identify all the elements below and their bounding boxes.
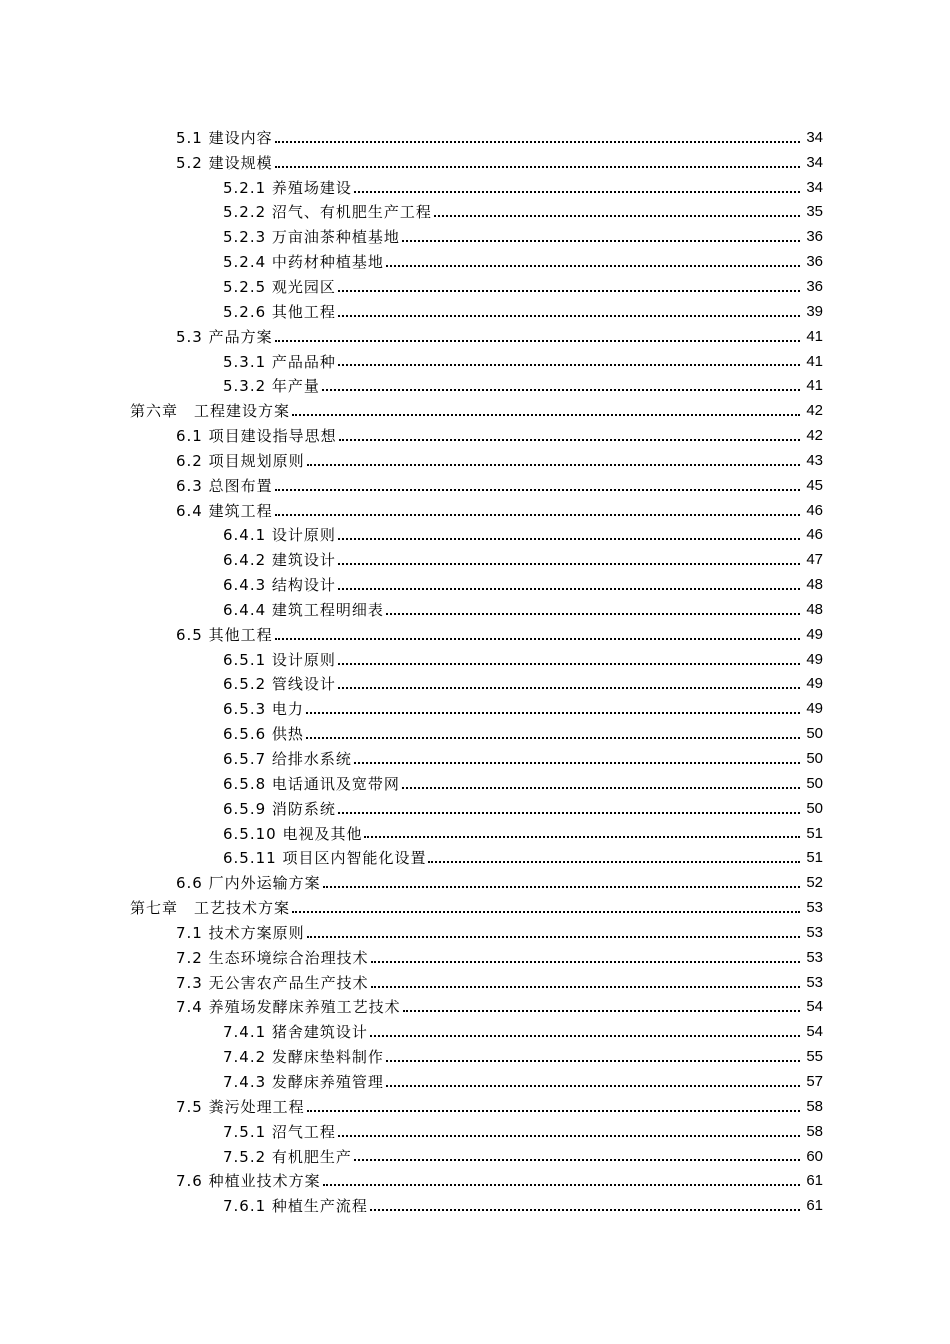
toc-entry[interactable]	[0, 224, 950, 249]
dot-leader	[338, 289, 800, 292]
toc-entry[interactable]	[0, 1044, 950, 1069]
dot-leader	[292, 910, 800, 913]
toc-entry[interactable]	[0, 1144, 950, 1169]
toc-entry[interactable]	[0, 746, 950, 771]
toc-entry[interactable]	[0, 274, 950, 299]
dot-leader	[338, 537, 800, 540]
dot-leader	[307, 935, 800, 938]
toc-entry[interactable]	[0, 1168, 950, 1193]
toc-entry[interactable]	[0, 523, 950, 548]
toc-page-number: 36	[806, 277, 823, 295]
toc-page-number: 50	[806, 725, 823, 743]
dot-leader	[386, 264, 800, 267]
toc-entry[interactable]	[0, 821, 950, 846]
dot-leader	[386, 1084, 800, 1087]
toc-entry[interactable]	[0, 423, 950, 448]
toc-entry[interactable]	[0, 249, 950, 274]
dot-leader	[370, 1208, 800, 1211]
dot-leader	[402, 239, 800, 242]
toc-entry-label: 5.3 产品方案	[176, 327, 273, 346]
toc-entry-label: 6.5 其他工程	[176, 625, 273, 644]
toc-entry[interactable]	[0, 150, 950, 175]
toc-page-number: 47	[806, 551, 823, 569]
toc-entry[interactable]	[0, 125, 950, 150]
toc-entry[interactable]	[0, 448, 950, 473]
toc-page-number: 54	[806, 1023, 823, 1041]
toc-entry-label: 5.3.1 产品品种	[223, 352, 336, 371]
toc-entry[interactable]	[0, 398, 950, 423]
toc-entry-label: 7.4.2 发酵床垫料制作	[223, 1048, 384, 1067]
toc-entry-label: 5.2.4 中药材种植基地	[223, 253, 384, 272]
dot-leader	[306, 736, 800, 739]
dot-leader	[275, 339, 800, 342]
dot-leader	[307, 463, 800, 466]
toc-entry-label: 6.5.10 电视及其他	[223, 824, 363, 843]
toc-entry-label: 7.4.3 发酵床养殖管理	[223, 1072, 384, 1091]
toc-page-number: 46	[806, 526, 823, 544]
toc-entry[interactable]	[0, 672, 950, 697]
toc-entry[interactable]	[0, 721, 950, 746]
dot-leader	[364, 835, 800, 838]
toc-entry-label: 7.2 生态环境综合治理技术	[176, 948, 369, 967]
toc-page-number: 53	[806, 948, 823, 966]
toc-page-number: 50	[806, 774, 823, 792]
toc-entry-label: 5.2.6 其他工程	[223, 302, 336, 321]
toc-entry[interactable]	[0, 870, 950, 895]
toc-entry[interactable]	[0, 771, 950, 796]
dot-leader	[402, 786, 800, 789]
toc-page-number: 36	[806, 253, 823, 271]
toc-entry-label: 7.5.1 沼气工程	[223, 1122, 336, 1141]
toc-entry-label: 6.1 项目建设指导思想	[176, 427, 337, 446]
toc-entry-label: 第七章 工艺技术方案	[130, 899, 291, 918]
toc-entry[interactable]	[0, 796, 950, 821]
toc-entry-label: 7.1 技术方案原则	[176, 923, 305, 942]
dot-leader	[403, 1009, 800, 1012]
toc-entry[interactable]	[0, 200, 950, 225]
toc-entry[interactable]	[0, 175, 950, 200]
toc-page-number: 35	[806, 203, 823, 221]
dot-leader	[354, 1158, 800, 1161]
toc-entry[interactable]	[0, 1019, 950, 1044]
dot-leader	[275, 513, 800, 516]
toc-entry[interactable]	[0, 845, 950, 870]
toc-entry-label: 7.4 养殖场发酵床养殖工艺技术	[176, 998, 401, 1017]
dot-leader	[275, 165, 800, 168]
toc-page-number: 48	[806, 576, 823, 594]
toc-entry-label: 7.5.2 有机肥生产	[223, 1147, 352, 1166]
toc-entry[interactable]	[0, 1193, 950, 1218]
dot-leader	[275, 140, 800, 143]
dot-leader	[338, 587, 800, 590]
toc-entry[interactable]	[0, 299, 950, 324]
toc-page-number: 61	[806, 1172, 823, 1190]
dot-leader	[322, 388, 800, 391]
dot-leader	[371, 960, 800, 963]
toc-entry[interactable]	[0, 920, 950, 945]
dot-leader	[338, 662, 800, 665]
toc-page-number: 53	[806, 973, 823, 991]
toc-entry-label: 6.5.6 供热	[223, 725, 304, 744]
toc-page-number: 58	[806, 1097, 823, 1115]
toc-entry-label: 5.2.5 观光园区	[223, 277, 336, 296]
toc-entry-label: 6.4 建筑工程	[176, 501, 273, 520]
dot-leader	[354, 190, 800, 193]
toc-page-number: 50	[806, 750, 823, 768]
toc-page-number: 49	[806, 700, 823, 718]
dot-leader	[306, 711, 800, 714]
toc-entry[interactable]	[0, 572, 950, 597]
toc-entry[interactable]	[0, 473, 950, 498]
toc-page-number: 48	[806, 600, 823, 618]
dot-leader	[434, 214, 800, 217]
toc-entry-label: 5.2.3 万亩油茶种植基地	[223, 228, 400, 247]
toc-page-number: 53	[806, 923, 823, 941]
toc-page-number: 49	[806, 625, 823, 643]
toc-entry-label: 5.2.1 养殖场建设	[223, 178, 352, 197]
toc-page-number: 41	[806, 377, 823, 395]
dot-leader	[338, 363, 800, 366]
toc-entry-label: 6.4.3 结构设计	[223, 576, 336, 595]
toc-entry-label: 6.5.8 电话通讯及宽带网	[223, 774, 400, 793]
toc-entry[interactable]	[0, 597, 950, 622]
toc-page-number: 42	[806, 427, 823, 445]
toc-entry-label: 7.6.1 种植生产流程	[223, 1197, 368, 1216]
dot-leader	[371, 985, 800, 988]
toc-page-number: 43	[806, 451, 823, 469]
dot-leader	[339, 438, 800, 441]
toc-page-number: 36	[806, 228, 823, 246]
toc-page-number: 45	[806, 476, 823, 494]
toc-entry[interactable]	[0, 995, 950, 1020]
toc-entry[interactable]	[0, 647, 950, 672]
toc-page-number: 41	[806, 352, 823, 370]
toc-entry-label: 6.4.4 建筑工程明细表	[223, 600, 384, 619]
toc-page-number: 42	[806, 402, 823, 420]
toc-entry-label: 5.3.2 年产量	[223, 377, 320, 396]
toc-page-number: 54	[806, 998, 823, 1016]
dot-leader	[323, 1183, 800, 1186]
toc-page-number: 50	[806, 799, 823, 817]
toc-entry[interactable]	[0, 498, 950, 523]
toc-entry-label: 6.3 总图布置	[176, 476, 273, 495]
toc-entry-label: 6.4.2 建筑设计	[223, 551, 336, 570]
toc-entry[interactable]	[0, 373, 950, 398]
dot-leader	[275, 637, 800, 640]
toc-entry[interactable]	[0, 945, 950, 970]
toc-page-number: 51	[806, 849, 823, 867]
toc-entry-label: 6.4.1 设计原则	[223, 526, 336, 545]
toc-entry[interactable]	[0, 970, 950, 995]
toc-page-number: 61	[806, 1197, 823, 1215]
toc-page-number: 55	[806, 1048, 823, 1066]
toc-entry[interactable]	[0, 349, 950, 374]
dot-leader	[428, 860, 800, 863]
toc-entry-label: 6.5.7 给排水系统	[223, 750, 352, 769]
toc-page-number: 34	[806, 128, 823, 146]
toc-entry-label: 5.1 建设内容	[176, 128, 273, 147]
dot-leader	[338, 811, 800, 814]
toc-entry-label: 5.2 建设规模	[176, 153, 273, 172]
toc-page-number: 58	[806, 1122, 823, 1140]
toc-page-number: 49	[806, 650, 823, 668]
dot-leader	[338, 686, 800, 689]
toc-entry[interactable]	[0, 696, 950, 721]
dot-leader	[370, 1034, 800, 1037]
toc-entry-label: 5.2.2 沼气、有机肥生产工程	[223, 203, 432, 222]
toc-entry[interactable]	[0, 1094, 950, 1119]
toc-page-number: 53	[806, 899, 823, 917]
dot-leader	[292, 413, 800, 416]
toc-page-number: 34	[806, 178, 823, 196]
toc-entry[interactable]	[0, 622, 950, 647]
toc-page-number: 41	[806, 327, 823, 345]
toc-entry-label: 6.5.1 设计原则	[223, 650, 336, 669]
table-of-contents	[0, 125, 950, 1218]
toc-entry-label: 6.5.11 项目区内智能化设置	[223, 849, 427, 868]
toc-page-number: 52	[806, 874, 823, 892]
dot-leader	[275, 488, 800, 491]
toc-entry-label: 7.6 种植业技术方案	[176, 1172, 321, 1191]
dot-leader	[307, 1109, 800, 1112]
toc-page-number: 46	[806, 501, 823, 519]
dot-leader	[338, 1134, 800, 1137]
dot-leader	[386, 612, 800, 615]
toc-entry[interactable]	[0, 324, 950, 349]
toc-entry[interactable]	[0, 547, 950, 572]
dot-leader	[323, 885, 800, 888]
dot-leader	[354, 761, 800, 764]
toc-page-number: 60	[806, 1147, 823, 1165]
toc-entry-label: 7.3 无公害农产品生产技术	[176, 973, 369, 992]
dot-leader	[338, 562, 800, 565]
toc-entry-label: 6.2 项目规划原则	[176, 451, 305, 470]
toc-page-number: 49	[806, 675, 823, 693]
toc-page-number: 57	[806, 1072, 823, 1090]
toc-entry[interactable]	[0, 895, 950, 920]
toc-entry-label: 7.4.1 猪舍建筑设计	[223, 1023, 368, 1042]
toc-entry-label: 第六章 工程建设方案	[130, 402, 291, 421]
dot-leader	[386, 1059, 800, 1062]
toc-entry-label: 6.6 厂内外运输方案	[176, 874, 321, 893]
dot-leader	[338, 314, 800, 317]
toc-page-number: 34	[806, 153, 823, 171]
toc-entry[interactable]	[0, 1119, 950, 1144]
toc-entry-label: 6.5.3 电力	[223, 700, 304, 719]
toc-page-number: 51	[806, 824, 823, 842]
toc-entry[interactable]	[0, 1069, 950, 1094]
toc-entry-label: 6.5.2 管线设计	[223, 675, 336, 694]
toc-entry-label: 6.5.9 消防系统	[223, 799, 336, 818]
toc-entry-label: 7.5 粪污处理工程	[176, 1097, 305, 1116]
toc-page-number: 39	[806, 302, 823, 320]
